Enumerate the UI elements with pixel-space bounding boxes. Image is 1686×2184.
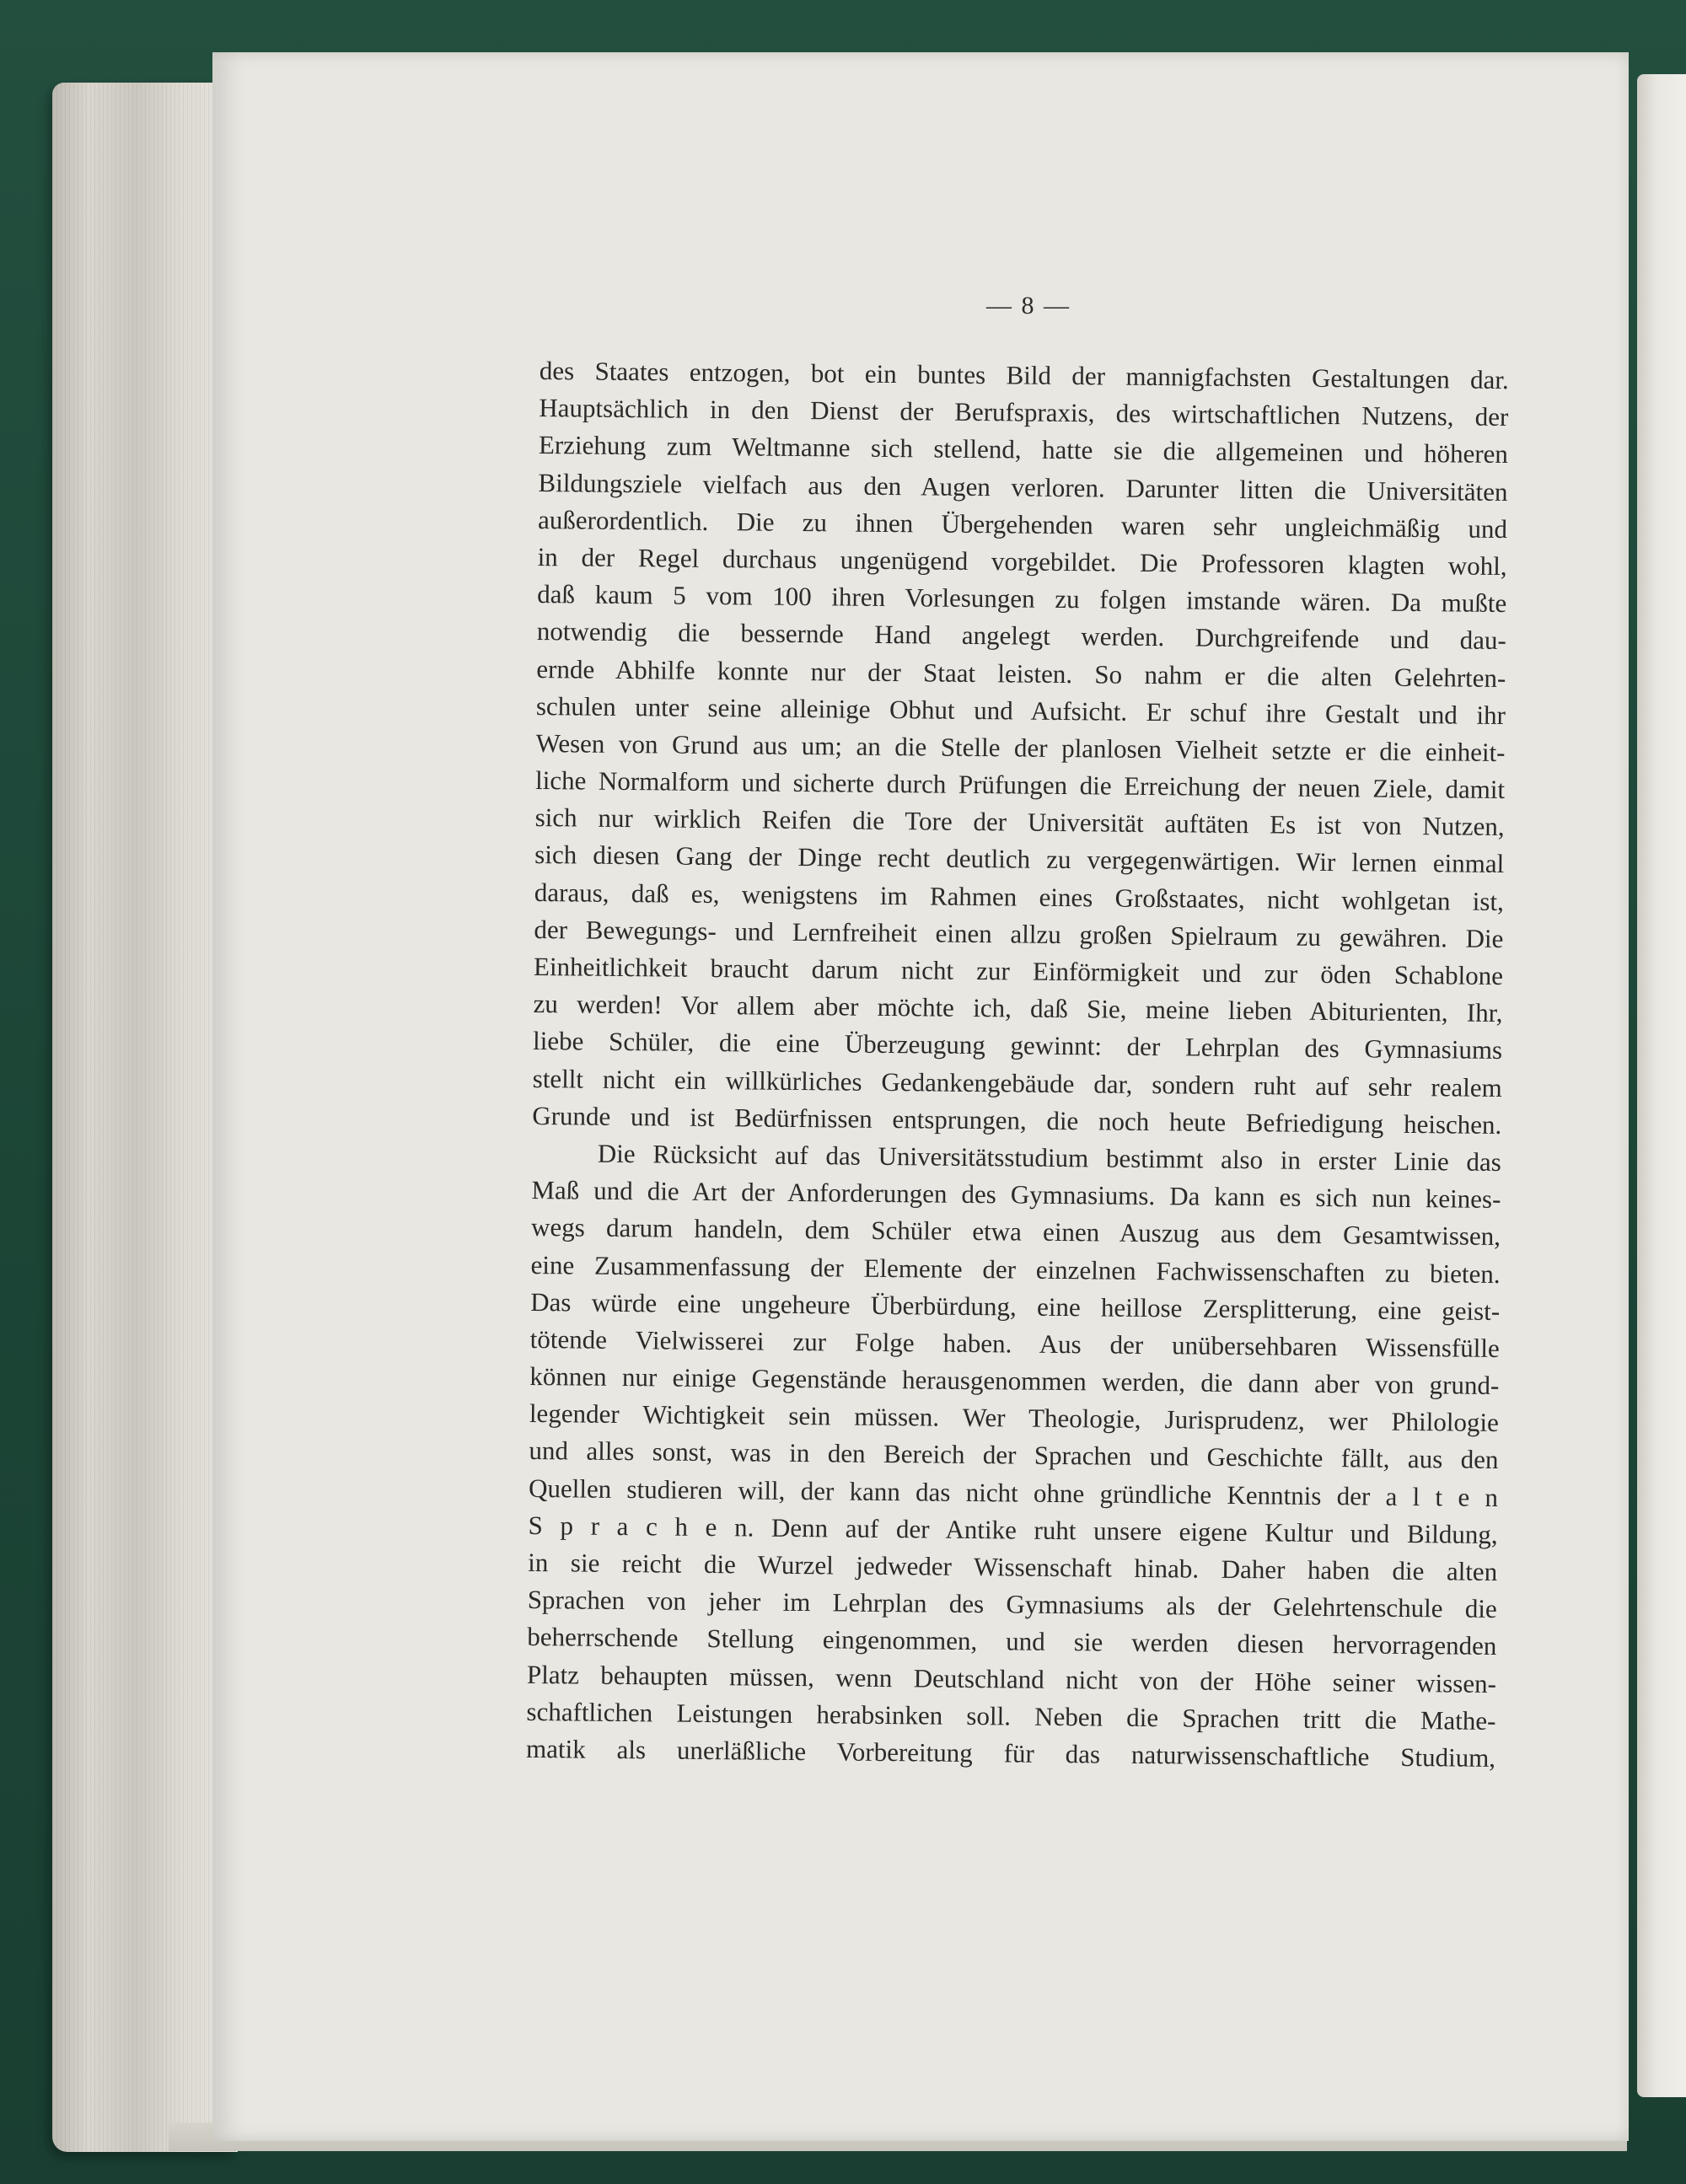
text-line: liche Normalform und sicherte durch Prüfungen die Erreichung der neuen Ziele, damit (534, 765, 1506, 805)
text-line: ernde Abhilfe konnte nur der Staat leisten. So nahm er die alten Gelehrten- (536, 653, 1506, 693)
text-line: schulen unter seine alleinige Obhut und Aufsicht. Er schuf ihre Gestalt und ihr (535, 690, 1506, 730)
text-line: Grunde und ist Bedürfnissen entsprungen, die noch heute Befriedigung heischen. (532, 1100, 1502, 1140)
text-line: sich nur wirklich Reifen die Tore der Universität auftäten Es ist von Nutzen, (534, 802, 1505, 842)
text-line: können nur einige Gegenstände herausgenommen werden, die dann aber von grund- (529, 1361, 1500, 1401)
text-line: in sie reicht die Wurzel jedweder Wissenschaft hinab. Daher haben die alten (528, 1547, 1498, 1586)
text-line: S p r a c h e n. Denn auf der Antike ruht unsere eigene Kultur und Bildung, (528, 1510, 1498, 1549)
text-line: und alles sonst, was in den Bereich der Sprachen und Geschichte fällt, aus den (529, 1435, 1499, 1475)
text-line: sich diesen Gang der Dinge recht deutlich zu vergegenwärtigen. Wir lernen einmal (534, 840, 1505, 879)
text-line: legender Wichtigkeit sein müssen. Wer Theologie, Jurisprudenz, wer Philologie (529, 1398, 1500, 1438)
next-page-edge (1637, 74, 1686, 2097)
text-line: Wesen von Grund aus um; an die Stelle der planlosen Vielheit setzte er die einheit- (535, 727, 1506, 767)
text-line: notwendig die bessernde Hand angelegt werden. Durchgreifende und dau- (536, 616, 1506, 656)
text-line: der Bewegungs- und Lernfreiheit einen allzu großen Spielraum zu gewähren. Die (534, 914, 1504, 953)
page-number: — 8 — (986, 292, 1071, 319)
text-line: beherrschende Stellung eingenommen, und sie werden diesen hervorragenden (527, 1622, 1497, 1661)
text-line: außerordentlich. Die zu ihnen Übergehenden waren sehr ungleichmäßig und (537, 504, 1508, 544)
text-line: stellt nicht ein willkürliches Gedankengebäude dar, sondern ruht auf sehr realem (532, 1063, 1502, 1103)
page-stack-edge (52, 83, 238, 2152)
text-line: Maß und die Art der Anforderungen des Gymnasiums. Da kann es sich nun keines- (531, 1175, 1501, 1215)
text-line: Bildungsziele vielfach aus den Augen verloren. Darunter litten die Universitäten (538, 467, 1508, 507)
body-text (526, 352, 1509, 1777)
text-line: liebe Schüler, die eine Überzeugung gewinnt: der Lehrplan des Gymnasiums (532, 1026, 1503, 1065)
text-line: des Staates entzogen, bot ein buntes Bild der mannigfachsten Gestaltungen dar. (539, 355, 1509, 395)
text-line: in der Regel durchaus ungenügend vorgebildet. Die Professoren klagten wohl, (537, 541, 1507, 581)
text-line: Hauptsächlich in den Dienst der Berufspraxis, des wirtschaftlichen Nutzens, der (539, 393, 1509, 432)
text-line: Quellen studieren will, der kann das nicht ohne gründliche Kenntnis der a l t e n (528, 1473, 1499, 1512)
text-line: Einheitlichkeit braucht darum nicht zur Einförmigkeit und zur öden Schablone (533, 951, 1504, 991)
text-line: schaftlichen Leistungen herabsinken soll. Neben die Sprachen tritt die Mathe- (526, 1696, 1496, 1736)
text-line: daraus, daß es, wenigstens im Rahmen eines Großstaates, nicht wohlgetan ist, (534, 877, 1504, 916)
text-line: zu werden! Vor allem aber möchte ich, daß Sie, meine lieben Abiturienten, Ihr, (533, 989, 1503, 1028)
text-line: Sprachen von jeher im Lehrplan des Gymnasiums als der Gelehrtenschule die (527, 1585, 1497, 1624)
text-line: Platz behaupten müssen, wenn Deutschland nicht von der Höhe seiner wissen- (526, 1659, 1497, 1698)
text-line: Das würde eine ungeheure Überbürdung, eine heillose Zersplitterung, eine geist- (530, 1286, 1501, 1326)
text-line: eine Zusammenfassung der Elemente der einzelnen Fachwissenschaften zu bieten. (530, 1249, 1501, 1289)
text-line: Erziehung zum Weltmanne sich stellend, hatte sie die allgemeinen und höheren (538, 430, 1509, 470)
text-line: Die Rücksicht auf das Universitätsstudium bestimmt also in erster Linie das (597, 1138, 1502, 1177)
text-line: tötende Vielwisserei zur Folge haben. Aus der unübersehbaren Wissensfülle (529, 1323, 1500, 1363)
text-line: daß kaum 5 vom 100 ihren Vorlesungen zu folgen imstande wären. Da mußte (537, 579, 1507, 619)
text-line: matik als unerläßliche Vorbereitung für das naturwissenschaftliche Studium, (525, 1733, 1496, 1773)
text-line: wegs darum handeln, dem Schüler etwa einen Auszug aus dem Gesamtwissen, (530, 1212, 1501, 1252)
